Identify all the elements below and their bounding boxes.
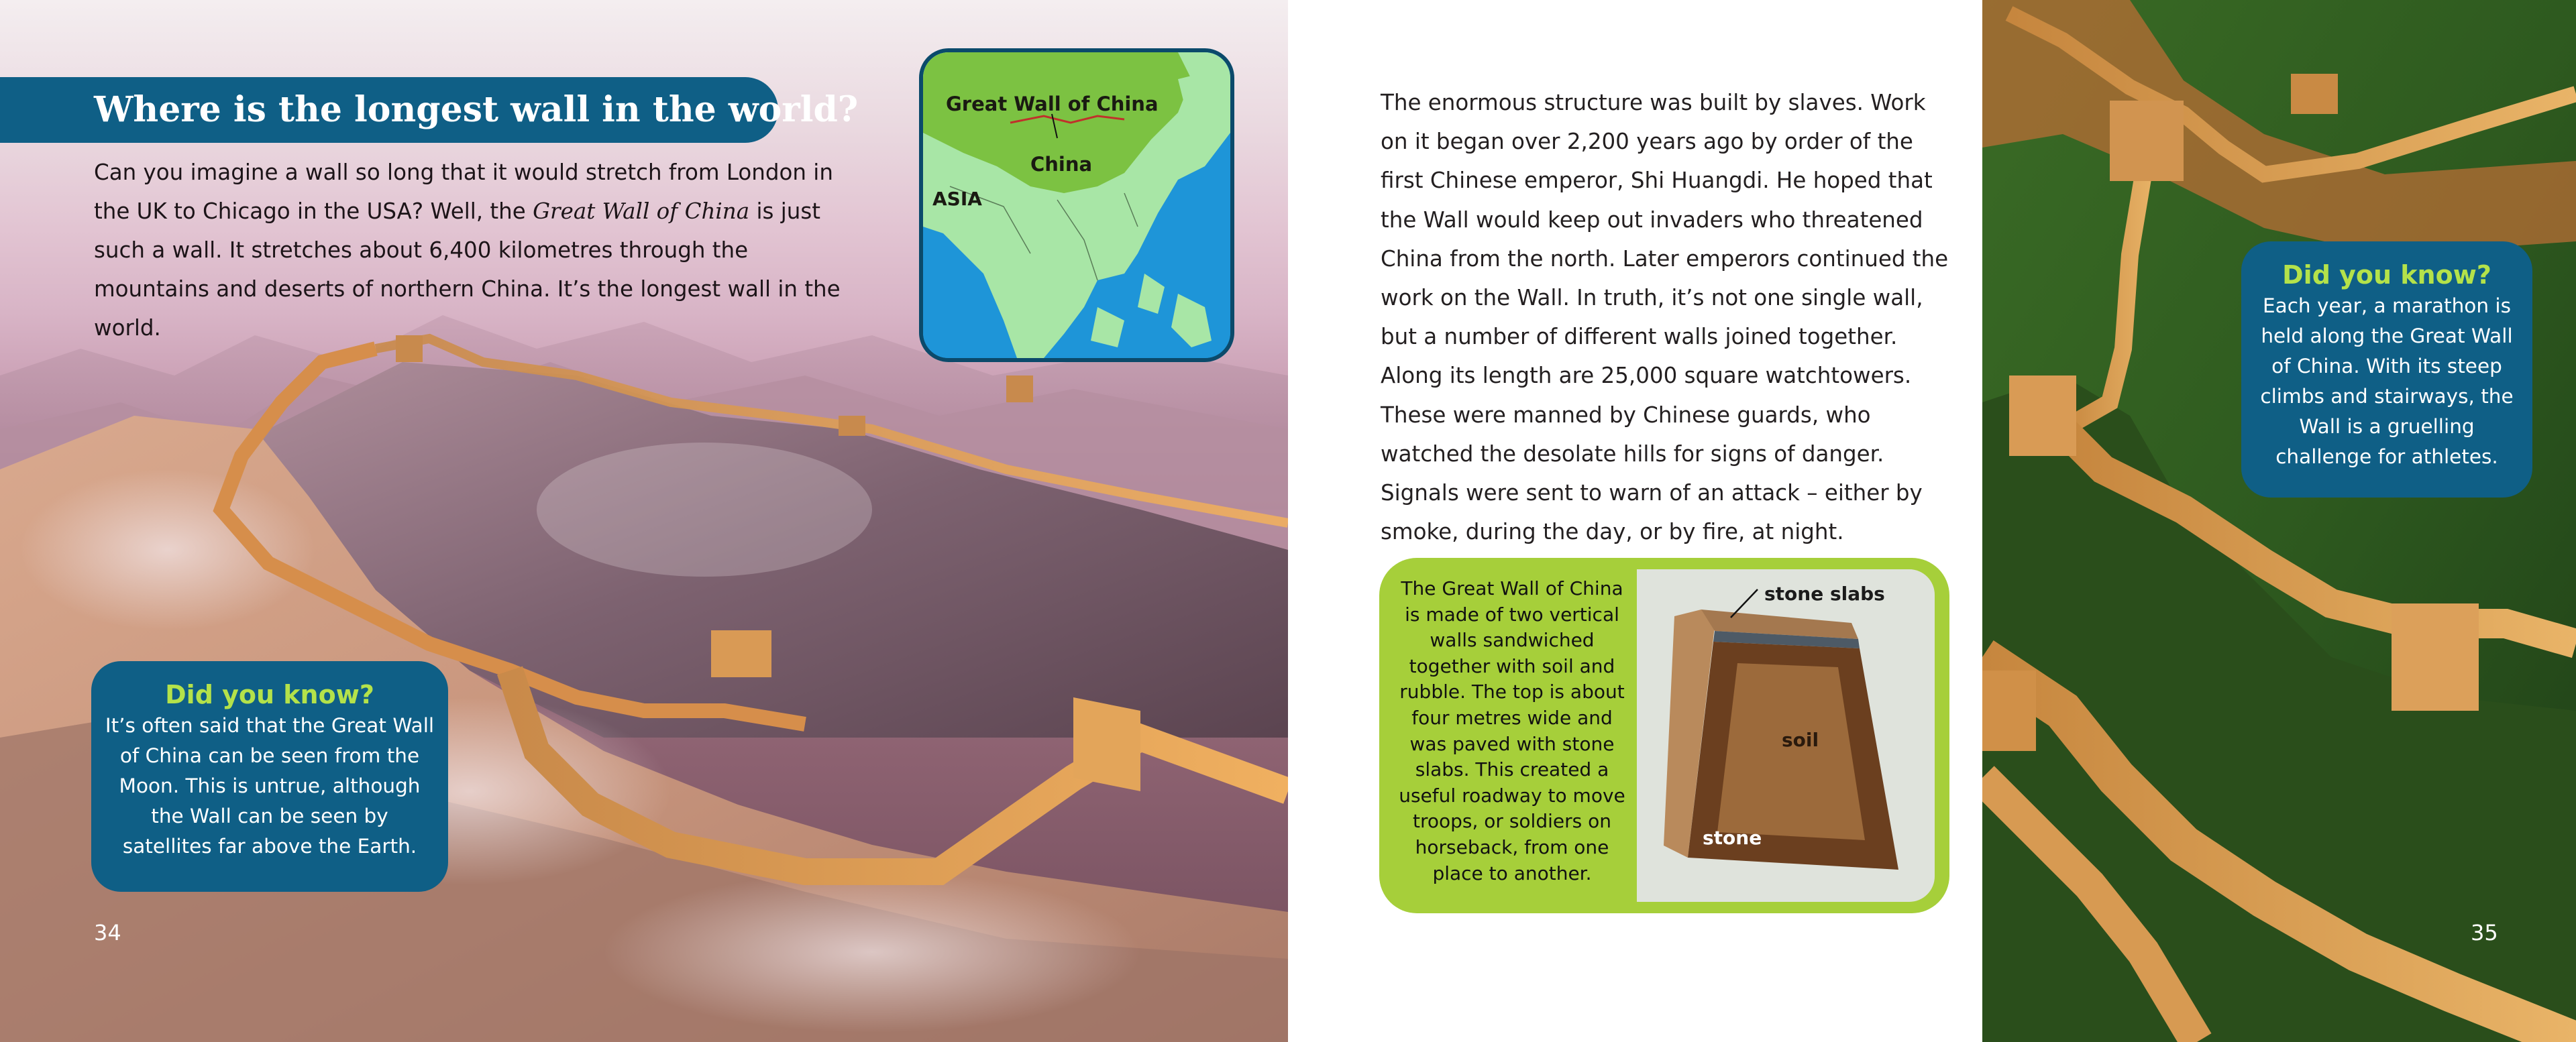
right-page [1982,0,2576,1042]
panel-description: The Great Wall of China is made of two vertical walls sandwiched together with soil and rubble. The top is about four metres wide and was paved with stone slabs. This created a useful roadway to move troops, or soldiers on horseback, from one place to another. [1399,577,1625,884]
wall-structure-panel [1379,558,1949,913]
intro-text-part2: is just such a wall. It stretches about 6,400 kilometres through the mountains and deserts of northern China. It’s the longest wall in the world. [94,198,841,341]
china-map [919,48,1234,362]
wall-diagram-area [1637,569,1935,902]
intro-text-part1: Can you imagine a wall so long that it would stretch from London in the UK to Chicago in the USA? Well, the [94,160,833,224]
did-you-know-title-right: Did you know? [2282,260,2491,290]
did-you-know-box-right [2241,241,2532,498]
intro-emphasis: Great Wall of China [533,198,750,224]
page-number-left: 34 [94,920,121,945]
page-heading: Where is the longest wall in the world? [94,89,859,130]
diagram-label-stone: stone [1703,827,1762,849]
map-label-asia: ASIA [932,188,982,210]
page-number-right: 35 [2471,920,2498,945]
diagram-label-soil: soil [1782,729,1819,751]
map-label-wall: Great Wall of China [946,93,1159,115]
intro-paragraph [94,153,852,347]
diagram-label-stone-slabs: stone slabs [1764,583,1885,605]
did-you-know-title-left: Did you know? [165,680,374,709]
did-you-know-body-left: It’s often said that the Great Wall of China can be seen from the Moon. This is untrue, although the Wall can be seen by satellites far above the Earth. [105,714,435,858]
great-wall-green-photo [1982,0,2576,1042]
map-label-china: China [1030,153,1093,176]
did-you-know-body-right: Each year, a marathon is held along the Great Wall of China. With its steep climbs and stairways, the Wall is a gruelling challenge for athletes. [2260,294,2514,468]
body-paragraph: The enormous structure was built by slaves. Work on it began over 2,200 years ago by order of the first Chinese emperor, Shi Huangdi. He hoped that the Wall would keep out invaders who threatened China from the north. Later emperors continued the work on the Wall. In truth, it’s not one single wall, but a number of different walls joined together. Along its length are 25,000 square watchtowers. These were manned by Chinese guards, who watched the desolate hills for signs of danger. Signals were sent to warn of an attack – either by smoke, during the day, or by fire, at night. [1381,90,1949,545]
main-body-text [1381,83,1957,551]
did-you-know-box-left [91,661,448,892]
